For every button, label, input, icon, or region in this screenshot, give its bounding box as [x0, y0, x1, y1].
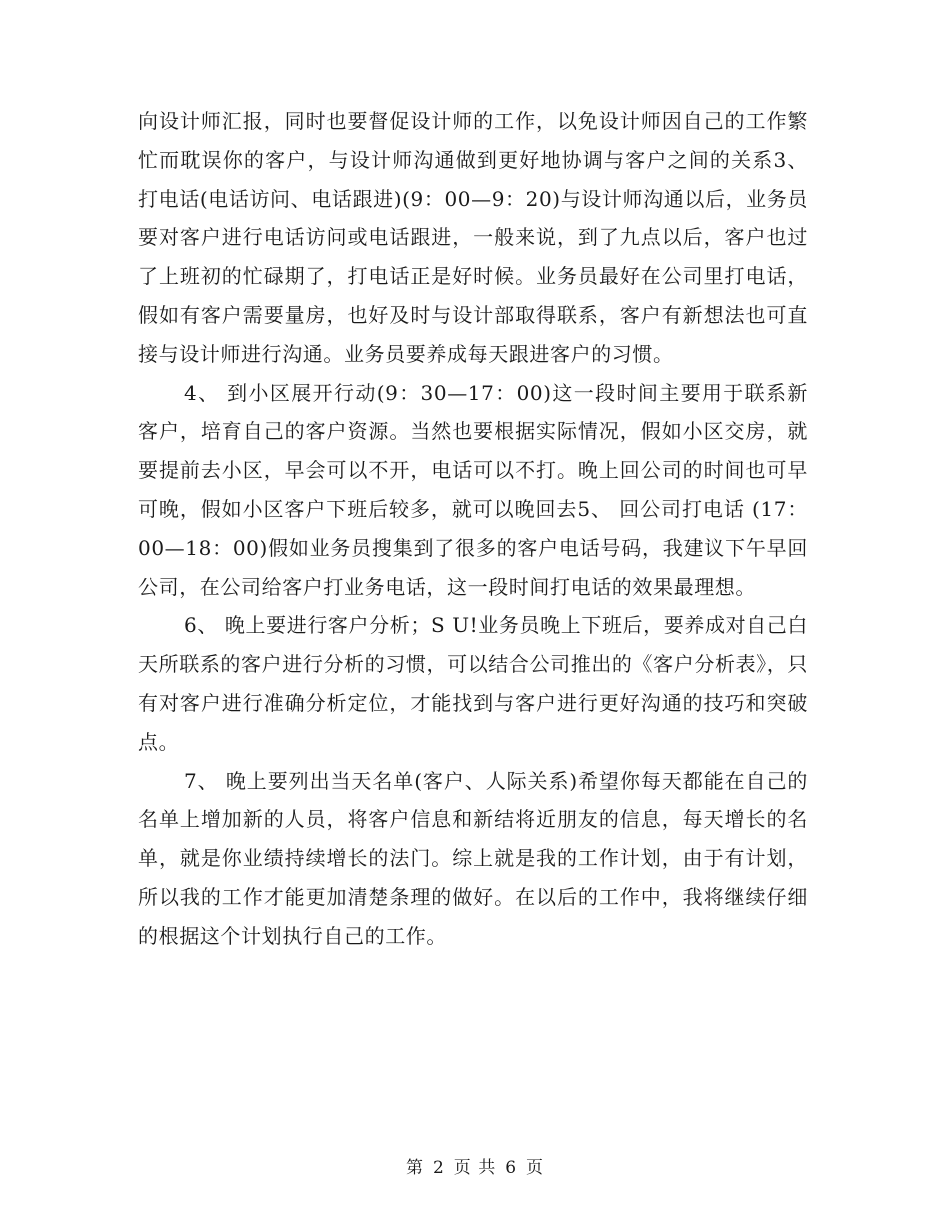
paragraph-2: 4、 到小区展开行动(9：30—17：00)这一段时间主要用于联系新客户，培育自己的客户资源。当然也要根据实际情况，假如小区交房，就要提前去小区，早会可以不开，电话可以不打。晚上回公司的时间也可早可晚，假如小区客户下班后较多，就可以晚回去5、 回公司打电话 (17：00—18：00)假如业务员搜集到了很多的客户电话号码，我建议下午早回公司，在公司给客户打业务电话，这一段时间打电话的效果最理想。: [138, 380, 808, 599]
document-body: [138, 102, 808, 956]
footer-total-pages: 6: [505, 1158, 518, 1178]
paragraph-4: 7、 晚上要列出当天名单(客户、人际关系)希望你每天都能在自己的名单上增加新的人员，将客户信息和新结将近朋友的信息，每天增长的名单，就是你业绩持续增长的法门。综上就是我的工作计划，由于有计划，所以我的工作才能更加清楚条理的做好。在以后的工作中，我将继续仔细的根据这个计划执行自己的工作。: [138, 768, 808, 948]
paragraph-1: 向设计师汇报，同时也要督促设计师的工作，以免设计师因自己的工作繁忙而耽误你的客户，与设计师沟通做到更好地协调与客户之间的关系3、 打电话(电话访问、电话跟进)(9：00—9：20)与设计师沟通以后，业务员要对客户进行电话访问或电话跟进，一般来说，到了九点以后，客户也过了上班初的忙碌期了，打电话正是好时候。业务员最好在公司里打电话，假如有客户需要量房，也好及时与设计部取得联系，客户有新想法也可直接与设计师进行沟通。业务员要养成每天跟进客户的习惯。: [138, 109, 808, 366]
paragraph-3: 6、 晚上要进行客户分析；S U!业务员晚上下班后，要养成对自己白天所联系的客户进行分析的习惯，可以结合公司推出的《客户分析表》，只有对客户进行准确分析定位，才能找到与客户进行更好沟通的技巧和突破点。: [138, 613, 808, 754]
footer-current-page: 2: [432, 1158, 445, 1178]
footer-prefix: 第: [405, 1158, 424, 1178]
footer-middle: 页 共: [453, 1158, 497, 1178]
page-footer: [0, 1153, 950, 1178]
footer-suffix: 页: [526, 1158, 545, 1178]
